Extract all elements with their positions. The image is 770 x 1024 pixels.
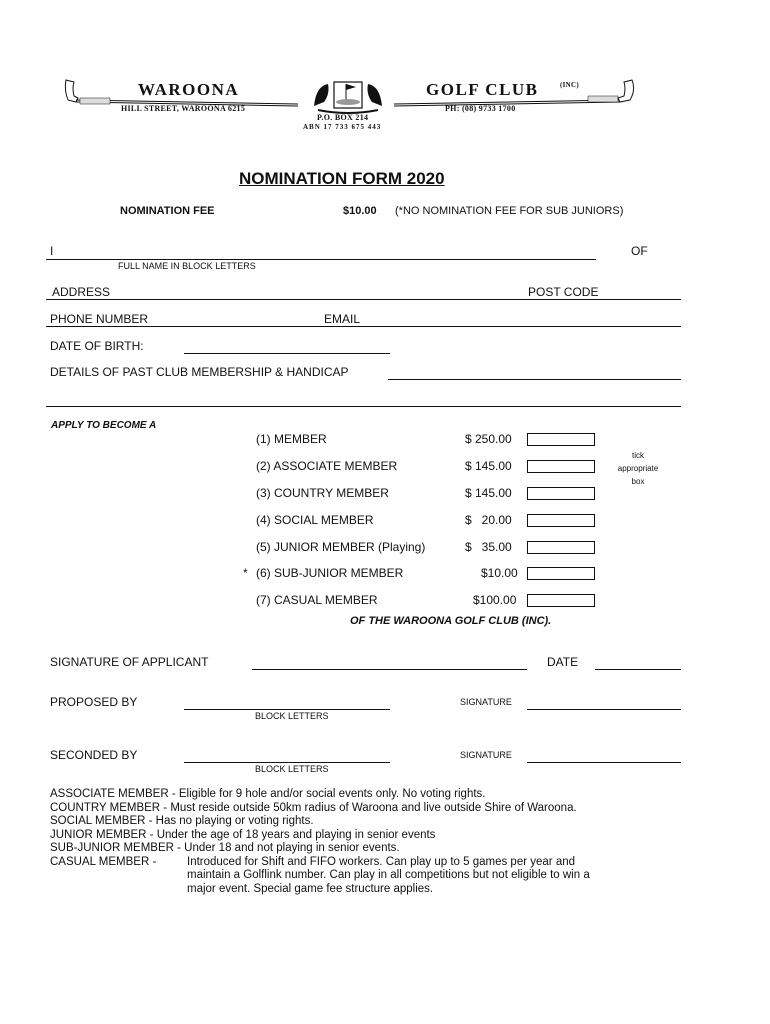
club-inc: (INC)	[560, 81, 579, 89]
seconded-field[interactable]	[184, 762, 390, 763]
sub-junior-tick-box[interactable]	[527, 567, 595, 580]
membership-name: (6) SUB-JUNIOR MEMBER	[256, 566, 404, 580]
seconded-signature-label: SIGNATURE	[460, 750, 512, 760]
membership-price: $100.00	[473, 593, 517, 607]
social-tick-box[interactable]	[527, 514, 595, 527]
address-label: ADDRESS	[52, 285, 111, 299]
note-casual-text	[187, 856, 590, 897]
note-social: SOCIAL MEMBER - Has no playing or voting rights.	[50, 815, 314, 827]
note-casual-line: major event. Special game fee structure applies.	[187, 882, 434, 895]
proposed-signature-label: SIGNATURE	[460, 697, 512, 707]
dob-label: DATE OF BIRTH:	[50, 339, 144, 353]
past-membership-field-2[interactable]	[46, 406, 681, 407]
dob-field[interactable]	[184, 353, 390, 354]
junior-tick-box[interactable]	[527, 541, 595, 554]
note-casual-label: CASUAL MEMBER -	[50, 855, 157, 868]
date-field[interactable]	[595, 669, 681, 670]
club-name-left: WAROONA	[138, 80, 240, 99]
proposed-label: PROPOSED BY	[50, 695, 138, 709]
tick-hint-line: box	[631, 477, 645, 486]
associate-tick-box[interactable]	[527, 460, 595, 473]
tick-hint-line: tick	[632, 451, 644, 460]
proposed-signature-field[interactable]	[527, 709, 681, 710]
email-label: EMAIL	[324, 312, 361, 326]
proposed-field[interactable]	[184, 709, 390, 710]
club-phone: PH: (08) 9733 1700	[445, 104, 516, 113]
club-pobox: P.O. BOX 214	[317, 113, 369, 122]
fee-note: (*NO NOMINATION FEE FOR SUB JUNIORS)	[395, 205, 624, 217]
club-name-right: GOLF CLUB	[426, 80, 539, 99]
tick-hint-line: appropriate	[617, 464, 659, 473]
i-label: I	[50, 244, 54, 258]
tick-hint	[612, 449, 664, 488]
of-label: OF	[631, 244, 648, 258]
applicant-signature-field[interactable]	[252, 669, 527, 670]
fee-amount: $10.00	[343, 205, 377, 217]
club-address: HILL STREET, WAROONA 6215	[121, 104, 246, 113]
applicant-signature-label: SIGNATURE OF APPLICANT	[50, 655, 209, 669]
note-junior: JUNIOR MEMBER - Under the age of 18 years and playing in senior events	[50, 828, 436, 841]
casual-tick-box[interactable]	[527, 594, 595, 607]
seconded-block-hint: BLOCK LETTERS	[255, 764, 329, 774]
note-country: COUNTRY MEMBER - Must reside outside 50km radius of Waroona and live outside Shire of Waroona.	[50, 801, 577, 814]
phone-label: PHONE NUMBER	[50, 312, 149, 326]
address-field[interactable]	[46, 299, 681, 300]
fee-label: NOMINATION FEE	[120, 205, 215, 217]
of-club-text: OF THE WAROONA GOLF CLUB (INC).	[350, 615, 552, 627]
club-crest-logo	[310, 76, 386, 116]
note-casual-line: Introduced for Shift and FIFO workers. Can play up to 5 games per year and	[187, 855, 576, 868]
apply-label: APPLY TO BECOME A	[51, 420, 157, 431]
page-title: NOMINATION FORM 2020	[239, 169, 445, 188]
membership-name: (5) JUNIOR MEMBER (Playing)	[256, 540, 426, 554]
membership-price: $ 20.00	[465, 513, 512, 527]
full-name-hint: FULL NAME IN BLOCK LETTERS	[118, 261, 256, 271]
past-membership-field[interactable]	[388, 379, 681, 380]
membership-name: (7) CASUAL MEMBER	[256, 593, 378, 607]
proposed-block-hint: BLOCK LETTERS	[255, 711, 329, 721]
seconded-label: SECONDED BY	[50, 748, 138, 762]
membership-price: $10.00	[481, 566, 518, 580]
membership-price: $ 145.00	[465, 486, 512, 500]
membership-price: $ 250.00	[465, 432, 512, 446]
country-tick-box[interactable]	[527, 487, 595, 500]
past-membership-label: DETAILS OF PAST CLUB MEMBERSHIP & HANDICAP	[50, 365, 349, 379]
full-name-field[interactable]	[46, 259, 596, 260]
phone-email-field[interactable]	[46, 326, 681, 327]
membership-name: (4) SOCIAL MEMBER	[256, 513, 374, 527]
note-casual-line: maintain a Golflink number. Can play in all competitions but not eligible to win a	[187, 869, 590, 881]
membership-star: *	[243, 566, 248, 580]
membership-price: $ 145.00	[465, 459, 512, 473]
member-tick-box[interactable]	[527, 433, 595, 446]
note-subjunior: SUB-JUNIOR MEMBER - Under 18 and not playing in senior events.	[50, 842, 400, 854]
membership-name: (1) MEMBER	[256, 432, 327, 446]
membership-price: $ 35.00	[465, 540, 512, 554]
membership-name: (3) COUNTRY MEMBER	[256, 486, 389, 500]
membership-notes	[50, 788, 740, 897]
club-abn: ABN 17 733 675 443	[303, 123, 382, 131]
note-casual	[50, 856, 740, 897]
date-label: DATE	[547, 655, 579, 669]
seconded-signature-field[interactable]	[527, 762, 681, 763]
note-associate: ASSOCIATE MEMBER - Eligible for 9 hole and/or social events only. No voting rights.	[50, 788, 486, 800]
membership-name: (2) ASSOCIATE MEMBER	[256, 459, 398, 473]
postcode-label: POST CODE	[528, 285, 599, 299]
